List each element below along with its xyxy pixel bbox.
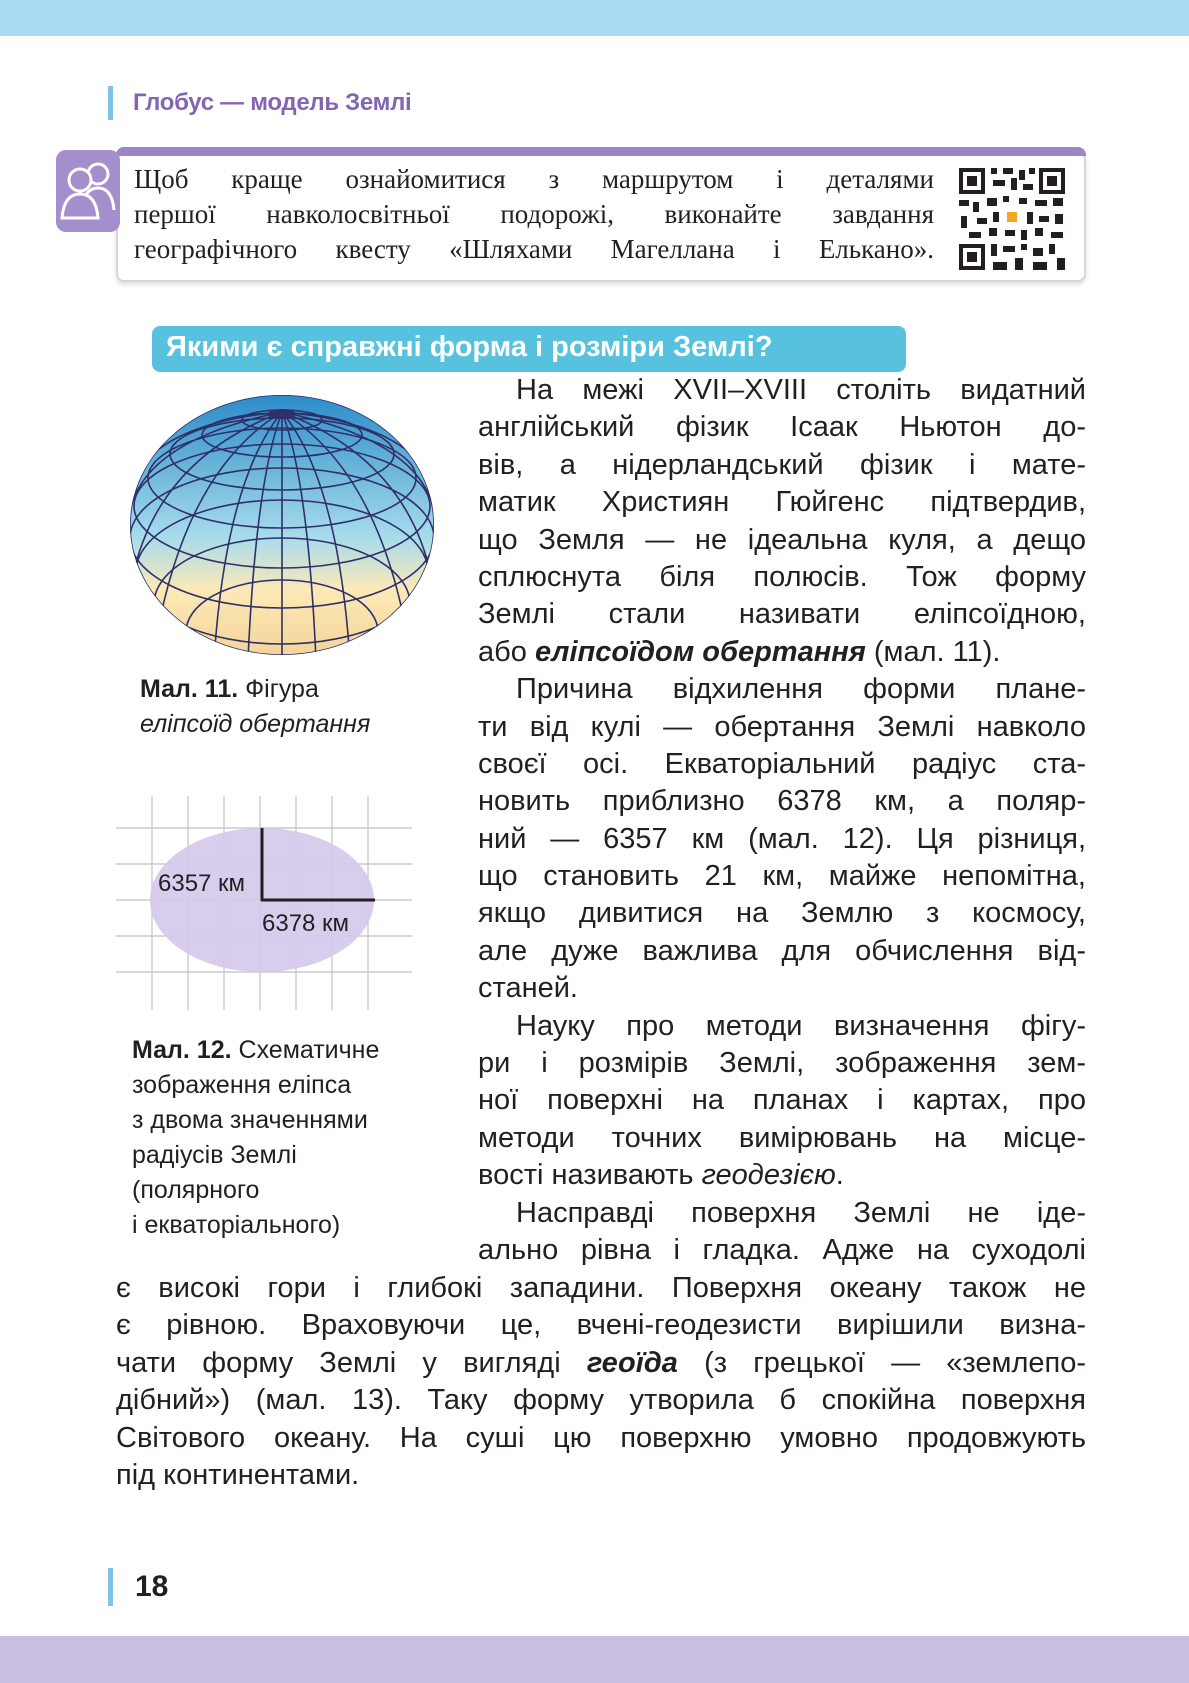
body-text: або [478,635,535,668]
info-box-top-bar [116,147,1086,156]
body-line: є високі гори і глибокі западини. Поверхня океану також не [116,1272,1086,1304]
body-line: дібний») (мал. 13). Таку форму утворила б спокійна поверхня [116,1384,1086,1417]
body-line: На межі XVII–XVIII століть видатний [516,374,1086,406]
section-heading [152,326,906,372]
body-line: сплюснута біля полюсів. Тож форму [478,560,1086,593]
figure12-label: Мал. 12. [132,1036,232,1064]
body-line [116,1345,1086,1382]
body-column [478,372,1086,1269]
figure12-caption [132,1033,379,1243]
people-icon [56,150,120,232]
ellipse-radius-diagram [116,796,412,1010]
body-full-width [116,1270,1086,1494]
top-band [0,0,1189,36]
body-line: Світового океану. На суші цю поверхню умовно продовжують [116,1421,1086,1454]
body-line: своєї осі. Екваторіальний радіус ста- [478,747,1086,780]
body-line: під континентами. [116,1458,360,1491]
polar-radius-label: 6357 км [158,870,246,897]
running-head-text: Глобус — модель Землі [133,89,412,116]
body-line: є рівною. Враховуючи це, вчені-геодезисти вирішили визна- [116,1309,1086,1342]
body-line: але дуже важлива для обчислення від- [478,934,1086,967]
body-line: станей. [478,972,578,1005]
body-line: англійський фізик Ісаак Ньютон до- [478,411,1086,444]
page-number-bar [108,1568,113,1606]
figure12-caption-line: (полярного [132,1176,260,1204]
body-line: ти від кулі — обертання Землі навколо [478,710,1086,743]
figure11-caption [140,672,370,742]
ellipsoid-figure [126,390,438,660]
info-box-text [134,162,934,267]
body-line: новить приблизно 6378 км, а поляр- [478,785,1086,818]
figure11-caption-text: Фігура [245,675,319,703]
body-line: Причина відхилення форми плане- [516,673,1086,706]
figure11-label: Мал. 11. [140,675,239,703]
qr-code-icon[interactable] [957,166,1067,272]
term-ellipsoid: еліпсоїдом обертання [534,635,866,668]
section-title: Якими є справжні форма і розміри Землі? [166,331,773,363]
body-line: ної поверхні на планах і картах, про [478,1084,1086,1117]
body-line: вів, а нідерландський фізик і мате- [478,448,1086,481]
figure12-caption-line: з двома значеннями [132,1106,368,1134]
body-line: матик Християн Гюйгенс підтвердив, [478,486,1086,519]
equatorial-radius-label: 6378 км [262,910,350,937]
page-number: 18 [135,1570,169,1603]
body-line [478,634,1086,671]
figure12-caption-line: Схематичне [238,1036,380,1064]
body-line: якщо дивитися на Землю з космосу, [478,897,1086,930]
body-line: ально рівна і гладка. Адже на суходолі [478,1233,1086,1266]
running-head-bar [108,86,113,120]
body-line: Науку про методи визначення фігу- [516,1009,1086,1042]
info-line: першої навколосвітньої подорожі, виконайте завдання [134,199,934,229]
body-line: що становить 21 км, майже непомітна, [478,860,1086,893]
running-head [108,86,411,120]
body-line: Землі стали називати еліпсоїдною, [478,598,1086,631]
term-geodesy: геодезією [701,1159,836,1192]
info-line: Щоб краще ознайомитися з маршрутом і деталями [134,164,934,194]
term-geoid: геоїда [586,1346,678,1379]
body-line: Насправді поверхня Землі не іде- [516,1196,1086,1229]
figure12-caption-line: радіусів Землі [132,1141,297,1169]
body-text: вості називають [478,1159,702,1192]
body-line: що Земля — не ідеальна куля, а дещо [478,523,1086,556]
body-text: (мал. 11). [865,635,1001,668]
figure12-caption-line: зображення еліпса [132,1071,352,1099]
body-line: ний — 6357 км (мал. 12). Ця різниця, [478,822,1086,855]
page-number-block [108,1568,168,1606]
body-text: . [835,1159,844,1192]
body-text: (з грецької — «землепо- [677,1346,1086,1379]
figure11-caption-italic: еліпсоїд обертання [140,710,371,738]
body-text: чати форму Землі у вигляді [116,1346,587,1379]
body-line: методи точних вимірювань на місце- [478,1121,1086,1154]
bottom-band [0,1636,1189,1683]
body-line [478,1157,1086,1194]
info-line: географічного квесту «Шляхами Магеллана і Елькано». [134,234,934,264]
body-line: ри і розмірів Землі, зображення зем- [478,1047,1086,1080]
figure12-caption-line: і екваторіального) [132,1211,341,1239]
